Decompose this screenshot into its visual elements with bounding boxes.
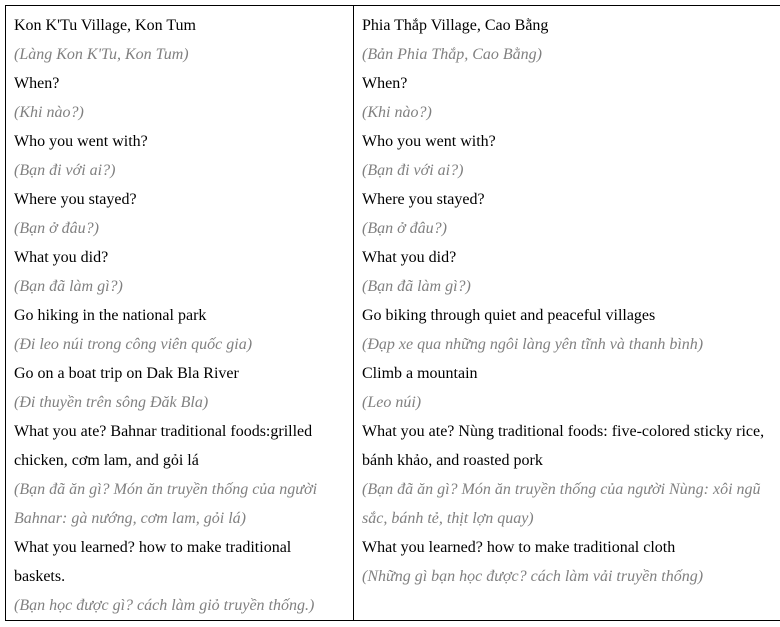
english-line: Go on a boat trip on Dak Bla River — [14, 365, 239, 382]
table-row — [6, 6, 780, 621]
vietnamese-translation: (Bạn đi với ai?) — [14, 162, 116, 179]
english-line: Climb a mountain — [362, 365, 478, 382]
vietnamese-translation: (Những gì bạn học được? cách làm vải truyền thống) — [362, 568, 704, 585]
english-line: What you ate? Bahnar traditional foods:grilled chicken, cơm lam, and gỏi lá — [14, 423, 313, 469]
english-line: What you did? — [14, 249, 109, 266]
english-line: What you learned? how to make traditional baskets. — [14, 539, 292, 585]
english-line: When? — [14, 75, 60, 92]
vietnamese-translation: (Đi leo núi trong công viên quốc gia) — [14, 336, 253, 353]
vietnamese-translation: (Bạn học được gì? cách làm giỏ truyền thống.) — [14, 597, 315, 614]
english-line: Who you went with? — [14, 133, 148, 150]
comparison-table — [5, 5, 780, 621]
right-column-cell — [354, 6, 780, 621]
english-line: Phia Thắp Village, Cao Bằng — [362, 17, 549, 34]
english-line: Who you went with? — [362, 133, 496, 150]
left-column-cell — [6, 6, 354, 621]
english-line: Go biking through quiet and peaceful villages — [362, 307, 656, 324]
english-line: What you learned? how to make traditional cloth — [362, 539, 676, 556]
english-line: When? — [362, 75, 408, 92]
english-line: Kon K'Tu Village, Kon Tum — [14, 17, 196, 34]
vietnamese-translation: (Bạn ở đâu?) — [362, 220, 447, 237]
vietnamese-translation: (Bạn đã ăn gì? Món ăn truyền thống của người Bahnar: gà nướng, cơm lam, gỏi lá) — [14, 481, 318, 527]
english-line: Where you stayed? — [362, 191, 485, 208]
vietnamese-translation: (Đi thuyền trên sông Đăk Bla) — [14, 394, 209, 411]
english-line: What you did? — [362, 249, 457, 266]
vietnamese-translation: (Leo núi) — [362, 394, 422, 411]
english-line: What you ate? Nùng traditional foods: five-colored sticky rice, bánh khảo, and roasted pork — [362, 423, 765, 469]
vietnamese-translation: (Khi nào?) — [14, 104, 84, 121]
english-line: Go hiking in the national park — [14, 307, 207, 324]
english-line: Where you stayed? — [14, 191, 137, 208]
vietnamese-translation: (Bạn đã làm gì?) — [14, 278, 123, 295]
vietnamese-translation: (Bạn đã ăn gì? Món ăn truyền thống của người Nùng: xôi ngũ sắc, bánh tẻ, thịt lợn quay) — [362, 481, 761, 527]
vietnamese-translation: (Bản Phia Thắp, Cao Bằng) — [362, 46, 542, 63]
vietnamese-translation: (Làng Kon K'Tu, Kon Tum) — [14, 46, 189, 63]
vietnamese-translation: (Khi nào?) — [362, 104, 432, 121]
vietnamese-translation: (Đạp xe qua những ngôi làng yên tĩnh và thanh bình) — [362, 336, 704, 353]
vietnamese-translation: (Bạn ở đâu?) — [14, 220, 99, 237]
vietnamese-translation: (Bạn đi với ai?) — [362, 162, 464, 179]
vietnamese-translation: (Bạn đã làm gì?) — [362, 278, 471, 295]
